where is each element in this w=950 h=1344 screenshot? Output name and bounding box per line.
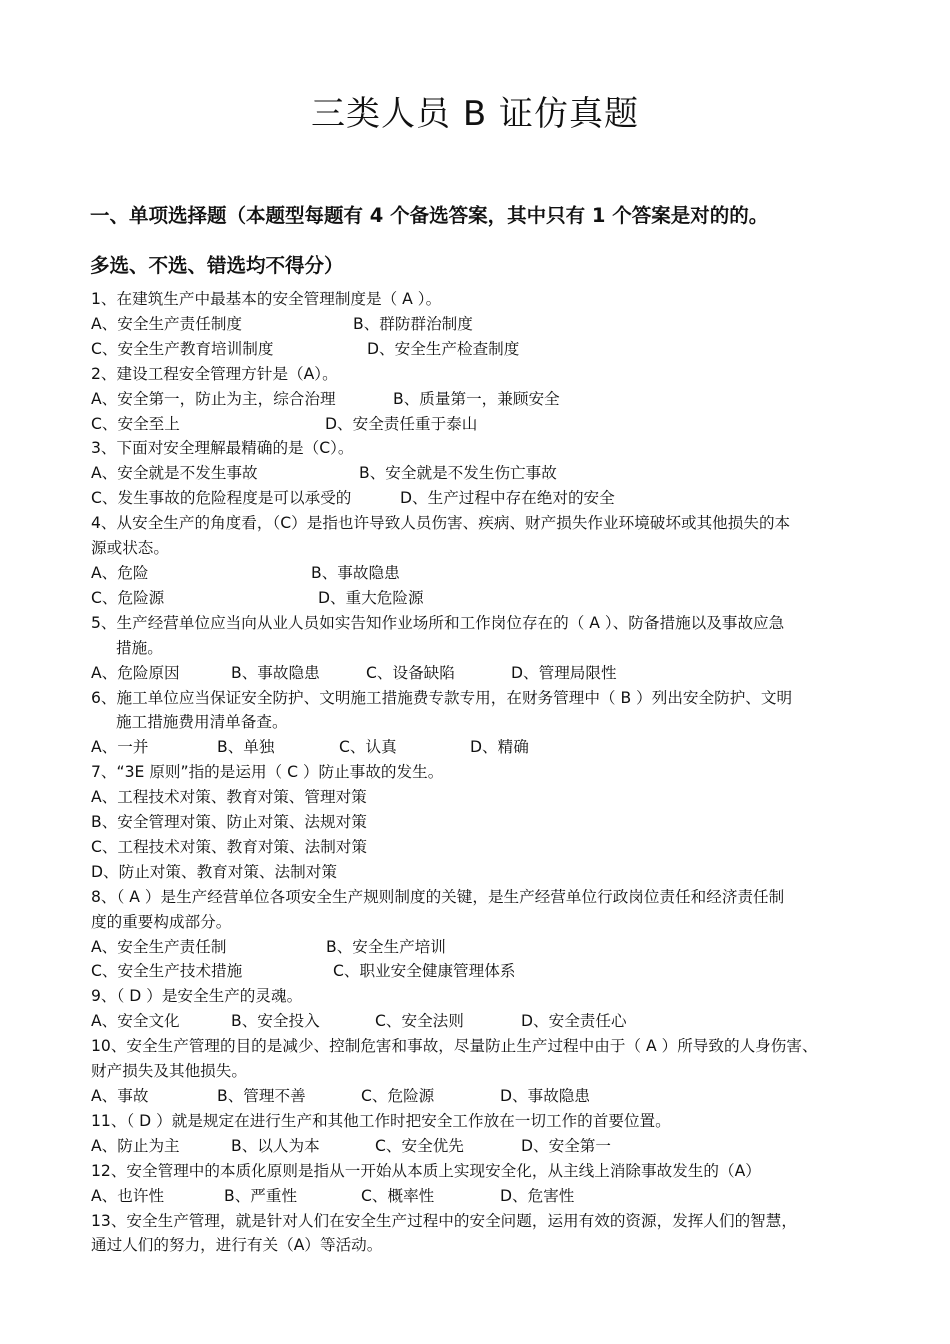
answer-option: B、安全投入 (231, 1012, 320, 1031)
option-row (91, 1134, 881, 1159)
question-stem-continuation: 源或状态。 (91, 539, 169, 558)
answer-option: A、事故 (91, 1087, 149, 1105)
question-stem-continuation: 通过人们的努力，进行有关（A）等活动。 (91, 1236, 383, 1255)
option-row (91, 387, 881, 412)
answer-option: B、安全生产培训 (326, 937, 446, 956)
answer-option: D、重大危险源 (318, 588, 424, 607)
answer-option: B、单独 (217, 738, 275, 757)
option-row (91, 337, 881, 362)
option-row (91, 860, 881, 885)
option-row (91, 785, 881, 810)
option-row (91, 1084, 881, 1109)
question-stem: 10、安全生产管理的目的是减少、控制危害和事故，尽量防止生产过程中由于（ A ）所导致的人身伤害、 (91, 1037, 818, 1056)
question-stem: 1、在建筑生产中最基本的安全管理制度是（ A ）。 (91, 290, 442, 308)
answer-option: D、事故隐患 (500, 1087, 590, 1105)
answer-option: B、以人为本 (231, 1136, 320, 1155)
question-stem-continuation: 财产损失及其他损失。 (91, 1062, 247, 1081)
answer-option: D、管理局限性 (511, 663, 617, 682)
question-stem-continuation: 度的重要构成部分。 (91, 912, 232, 931)
answer-option: B、事故隐患 (311, 563, 400, 582)
answer-option: D、安全责任重于泰山 (325, 414, 478, 433)
answer-option: C、发生事故的危险程度是可以承受的 (91, 489, 352, 508)
question-stem-continuation: 施工措施费用清单备查。 (116, 713, 288, 732)
question-stem: 9、（ D ）是安全生产的灵魂。 (91, 987, 303, 1006)
answer-option: B、质量第一，兼顾安全 (393, 389, 560, 408)
answer-option: A、安全文化 (91, 1012, 180, 1031)
answer-option: C、安全优先 (375, 1136, 464, 1155)
option-row (91, 835, 881, 860)
question-stem-continuation: 措施。 (116, 638, 163, 657)
option-row (91, 461, 881, 486)
answer-option: B、严重性 (224, 1186, 298, 1205)
answer-option: B、群防群治制度 (353, 314, 473, 333)
answer-option: A、安全生产责任制 (91, 937, 227, 956)
question-stem: 3、下面对安全理解最精确的是（C）。 (91, 439, 354, 458)
question-stem: 5、生产经营单位应当向从业人员如实告知作业场所和工作岗位存在的（ A ）、防备措施以及事故应急 (91, 613, 785, 632)
section-heading-line-2: 多选、不选、错选均不得分） (90, 254, 344, 277)
answer-option: A、安全第一，防止为主，综合治理 (91, 389, 336, 408)
answer-option: A、安全生产责任制度 (91, 314, 243, 333)
answer-option: A、工程技术对策、教育对策、管理对策 (91, 788, 367, 807)
answer-option: C、安全法则 (375, 1012, 464, 1031)
question-stem: 6、施工单位应当保证安全防护、文明施工措施费专款专用，在财务管理中（ B ）列出安全防护、文明 (91, 688, 793, 707)
answer-option: B、安全就是不发生伤亡事故 (359, 464, 557, 483)
answer-option: D、危害性 (500, 1186, 575, 1205)
answer-option: D、安全第一 (521, 1136, 611, 1155)
answer-option: B、安全管理对策、防止对策、法规对策 (91, 813, 367, 832)
answer-option: C、安全生产教育培训制度 (91, 339, 274, 358)
answer-option: A、一并 (91, 738, 149, 757)
option-row (91, 959, 881, 984)
question-stem: 13、安全生产管理，就是针对人们在安全生产过程中的安全问题，运用有效的资源，发挥人们的智慧， (91, 1211, 797, 1230)
answer-option: D、防止对策、教育对策、法制对策 (91, 862, 337, 881)
option-row (91, 412, 881, 437)
answer-option: B、管理不善 (217, 1087, 306, 1105)
answer-option: C、危险源 (361, 1087, 435, 1105)
answer-option: D、精确 (470, 738, 529, 757)
option-row (91, 735, 881, 760)
answer-option: B、事故隐患 (231, 663, 320, 682)
option-row (91, 1184, 881, 1209)
option-row (91, 1009, 881, 1034)
answer-option: C、认真 (339, 738, 397, 757)
option-row (91, 561, 881, 586)
question-stem: 11、（ D ）就是规定在进行生产和其他工作时把安全工作放在一切工作的首要位置。 (91, 1111, 671, 1130)
option-row (91, 661, 881, 686)
answer-option: D、安全责任心 (521, 1012, 627, 1031)
question-stem: 4、从安全生产的角度看，（C）是指也许导致人员伤害、疾病、财产损失作业环境破坏或其他损失的本 (91, 514, 791, 533)
answer-option: C、设备缺陷 (366, 663, 455, 682)
answer-option: C、概率性 (361, 1186, 435, 1205)
option-row (91, 312, 881, 337)
question-stem: 7、“3E 原则”指的是运用（ C ）防止事故的发生。 (91, 763, 444, 782)
document-title: 三类人员 B 证仿真题 (311, 94, 639, 134)
answer-option: C、危险源 (91, 588, 165, 607)
answer-option: A、安全就是不发生事故 (91, 464, 258, 483)
question-stem: 8、（ A ）是生产经营单位各项安全生产规则制度的关键，是生产经营单位行政岗位责任和经济责任制 (91, 887, 785, 906)
option-row (91, 586, 881, 611)
question-list (91, 287, 881, 1258)
answer-option: A、防止为主 (91, 1136, 180, 1155)
answer-option: A、危险原因 (91, 663, 180, 682)
answer-option: D、生产过程中存在绝对的安全 (400, 489, 615, 508)
answer-option: C、职业安全健康管理体系 (333, 962, 516, 981)
answer-option: A、危险 (91, 563, 149, 582)
section-heading-line-1: 一、单项选择题（本题型每题有 4 个备选答案，其中只有 1 个答案是对的的。 (90, 204, 769, 227)
question-stem: 2、建设工程安全管理方针是（A）。 (91, 364, 338, 383)
answer-option: D、安全生产检查制度 (367, 339, 520, 358)
answer-option: C、工程技术对策、教育对策、法制对策 (91, 837, 367, 856)
option-row (91, 486, 881, 511)
answer-option: A、也许性 (91, 1186, 165, 1205)
answer-option: C、安全生产技术措施 (91, 962, 243, 981)
question-stem: 12、安全管理中的本质化原则是指从一开始从本质上实现安全化，从主线上消除事故发生的（A） (91, 1161, 761, 1180)
option-row (91, 935, 881, 960)
option-row (91, 810, 881, 835)
answer-option: C、安全至上 (91, 414, 180, 433)
